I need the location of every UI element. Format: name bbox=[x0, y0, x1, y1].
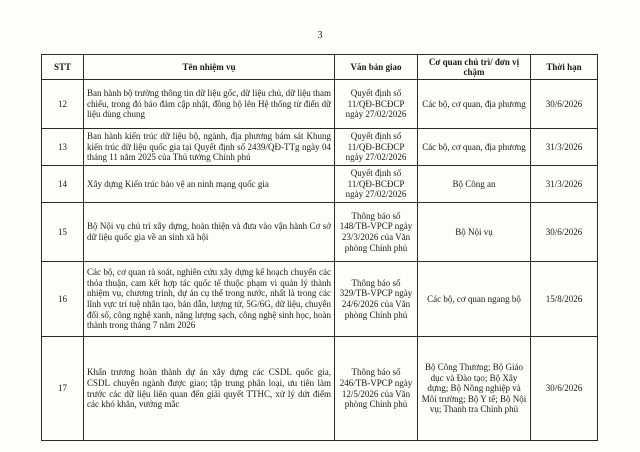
cell-stt: 13 bbox=[42, 129, 84, 166]
table-row bbox=[42, 80, 598, 129]
cell-stt: 12 bbox=[42, 80, 84, 129]
cell-agency: Bộ Công an bbox=[418, 166, 531, 203]
cell-document: Thông báo số 329/TB-VPCP ngày 24/6/2026 của Văn phòng Chính phủ bbox=[335, 262, 418, 337]
cell-task: Các bộ, cơ quan rà soát, nghiên cứu xây dựng kế hoạch chuyển các thỏa thuận, cam kết hợp tác quốc tế thuộc phạm vi quản lý thành nhiệm vụ, chương trình, dự án cụ thể trong nước, nhất là trong các lĩnh vực trí tuệ nhân tạo, bán dẫn, lượng tử, 5G/6G, dữ liệu, chuyển đổi số, công nghệ xanh, năng lượng sạch, công nghệ sinh học, hoàn thành trong tháng 7 năm 2026 bbox=[84, 262, 335, 337]
cell-deadline: 30/6/2026 bbox=[531, 203, 598, 262]
cell-document: Thông báo số 246/TB-VPCP ngày 12/5/2026 của Văn phòng Chính phủ bbox=[335, 337, 418, 441]
table-row bbox=[42, 203, 598, 262]
table-row bbox=[42, 262, 598, 337]
table-header-row bbox=[42, 55, 598, 80]
cell-task: Bộ Nội vụ chủ trì xây dựng, hoàn thiện và đưa vào vận hành Cơ sở dữ liệu quốc gia về an sinh xã hội bbox=[84, 203, 335, 262]
cell-agency: Các bộ, cơ quan ngang bộ bbox=[418, 262, 531, 337]
cell-stt: 17 bbox=[42, 337, 84, 441]
table-row bbox=[42, 337, 598, 441]
cell-agency: Bộ Nội vụ bbox=[418, 203, 531, 262]
header-stt: STT bbox=[42, 55, 84, 80]
header-task: Tên nhiệm vụ bbox=[84, 55, 335, 80]
cell-agency: Các bộ, cơ quan, địa phương bbox=[418, 80, 531, 129]
cell-stt: 14 bbox=[42, 166, 84, 203]
header-agency: Cơ quan chủ trì/ đơn vị chậm bbox=[418, 55, 531, 80]
cell-deadline: 31/3/2026 bbox=[531, 129, 598, 166]
task-table bbox=[41, 54, 598, 441]
cell-agency: Bộ Công Thương; Bộ Giáo dục và Đào tạo; Bộ Xây dựng; Bộ Nông nghiệp và Môi trường; Bộ Y tế; Bộ Nội vụ; Thanh tra Chính phủ bbox=[418, 337, 531, 441]
cell-task: Ban hành bộ trường thông tin dữ liệu gốc, dữ liệu chủ, dữ liệu tham chiếu, trong đó bảo đảm cập nhật, đồng bộ lên Hệ thống từ điển dữ liệu dùng chung bbox=[84, 80, 335, 129]
cell-task: Xây dựng Kiến trúc bảo vệ an ninh mạng quốc gia bbox=[84, 166, 335, 203]
cell-task: Ban hành kiến trúc dữ liệu bộ, ngành, địa phương bám sát Khung kiến trúc dữ liệu quốc gia tại Quyết định số 2439/QĐ-TTg ngày 04 tháng 11 năm 2025 của Thủ tướng Chính phủ bbox=[84, 129, 335, 166]
table-row bbox=[42, 129, 598, 166]
cell-document: Quyết định số 11/QĐ-BCĐCP ngày 27/02/2026 bbox=[335, 80, 418, 129]
cell-stt: 15 bbox=[42, 203, 84, 262]
cell-stt: 16 bbox=[42, 262, 84, 337]
cell-task: Khẩn trương hoàn thành dự án xây dựng các CSDL quốc gia, CSDL chuyên ngành được giao; tập trung phân loại, ưu tiên làm trước các dữ liệu liên quan đến giải quyết TTHC, xử lý dứt điểm các khó khăn, vướng mắc bbox=[84, 337, 335, 441]
cell-document: Thông báo số 148/TB-VPCP ngày 23/3/2026 của Văn phòng Chính phủ bbox=[335, 203, 418, 262]
page-number: 3 bbox=[317, 30, 323, 41]
cell-deadline: 30/6/2026 bbox=[531, 80, 598, 129]
cell-document: Quyết định số 11/QĐ-BCĐCP ngày 27/02/2026 bbox=[335, 166, 418, 203]
cell-deadline: 31/3/2026 bbox=[531, 166, 598, 203]
cell-agency: Các bộ, cơ quan, địa phương bbox=[418, 129, 531, 166]
header-document: Văn bản giao bbox=[335, 55, 418, 80]
cell-document: Quyết định số 11/QĐ-BCĐCP ngày 27/02/2026 bbox=[335, 129, 418, 166]
cell-deadline: 15/8/2026 bbox=[531, 262, 598, 337]
table-row bbox=[42, 166, 598, 203]
header-deadline: Thời hạn bbox=[531, 55, 598, 80]
cell-deadline: 30/6/2026 bbox=[531, 337, 598, 441]
